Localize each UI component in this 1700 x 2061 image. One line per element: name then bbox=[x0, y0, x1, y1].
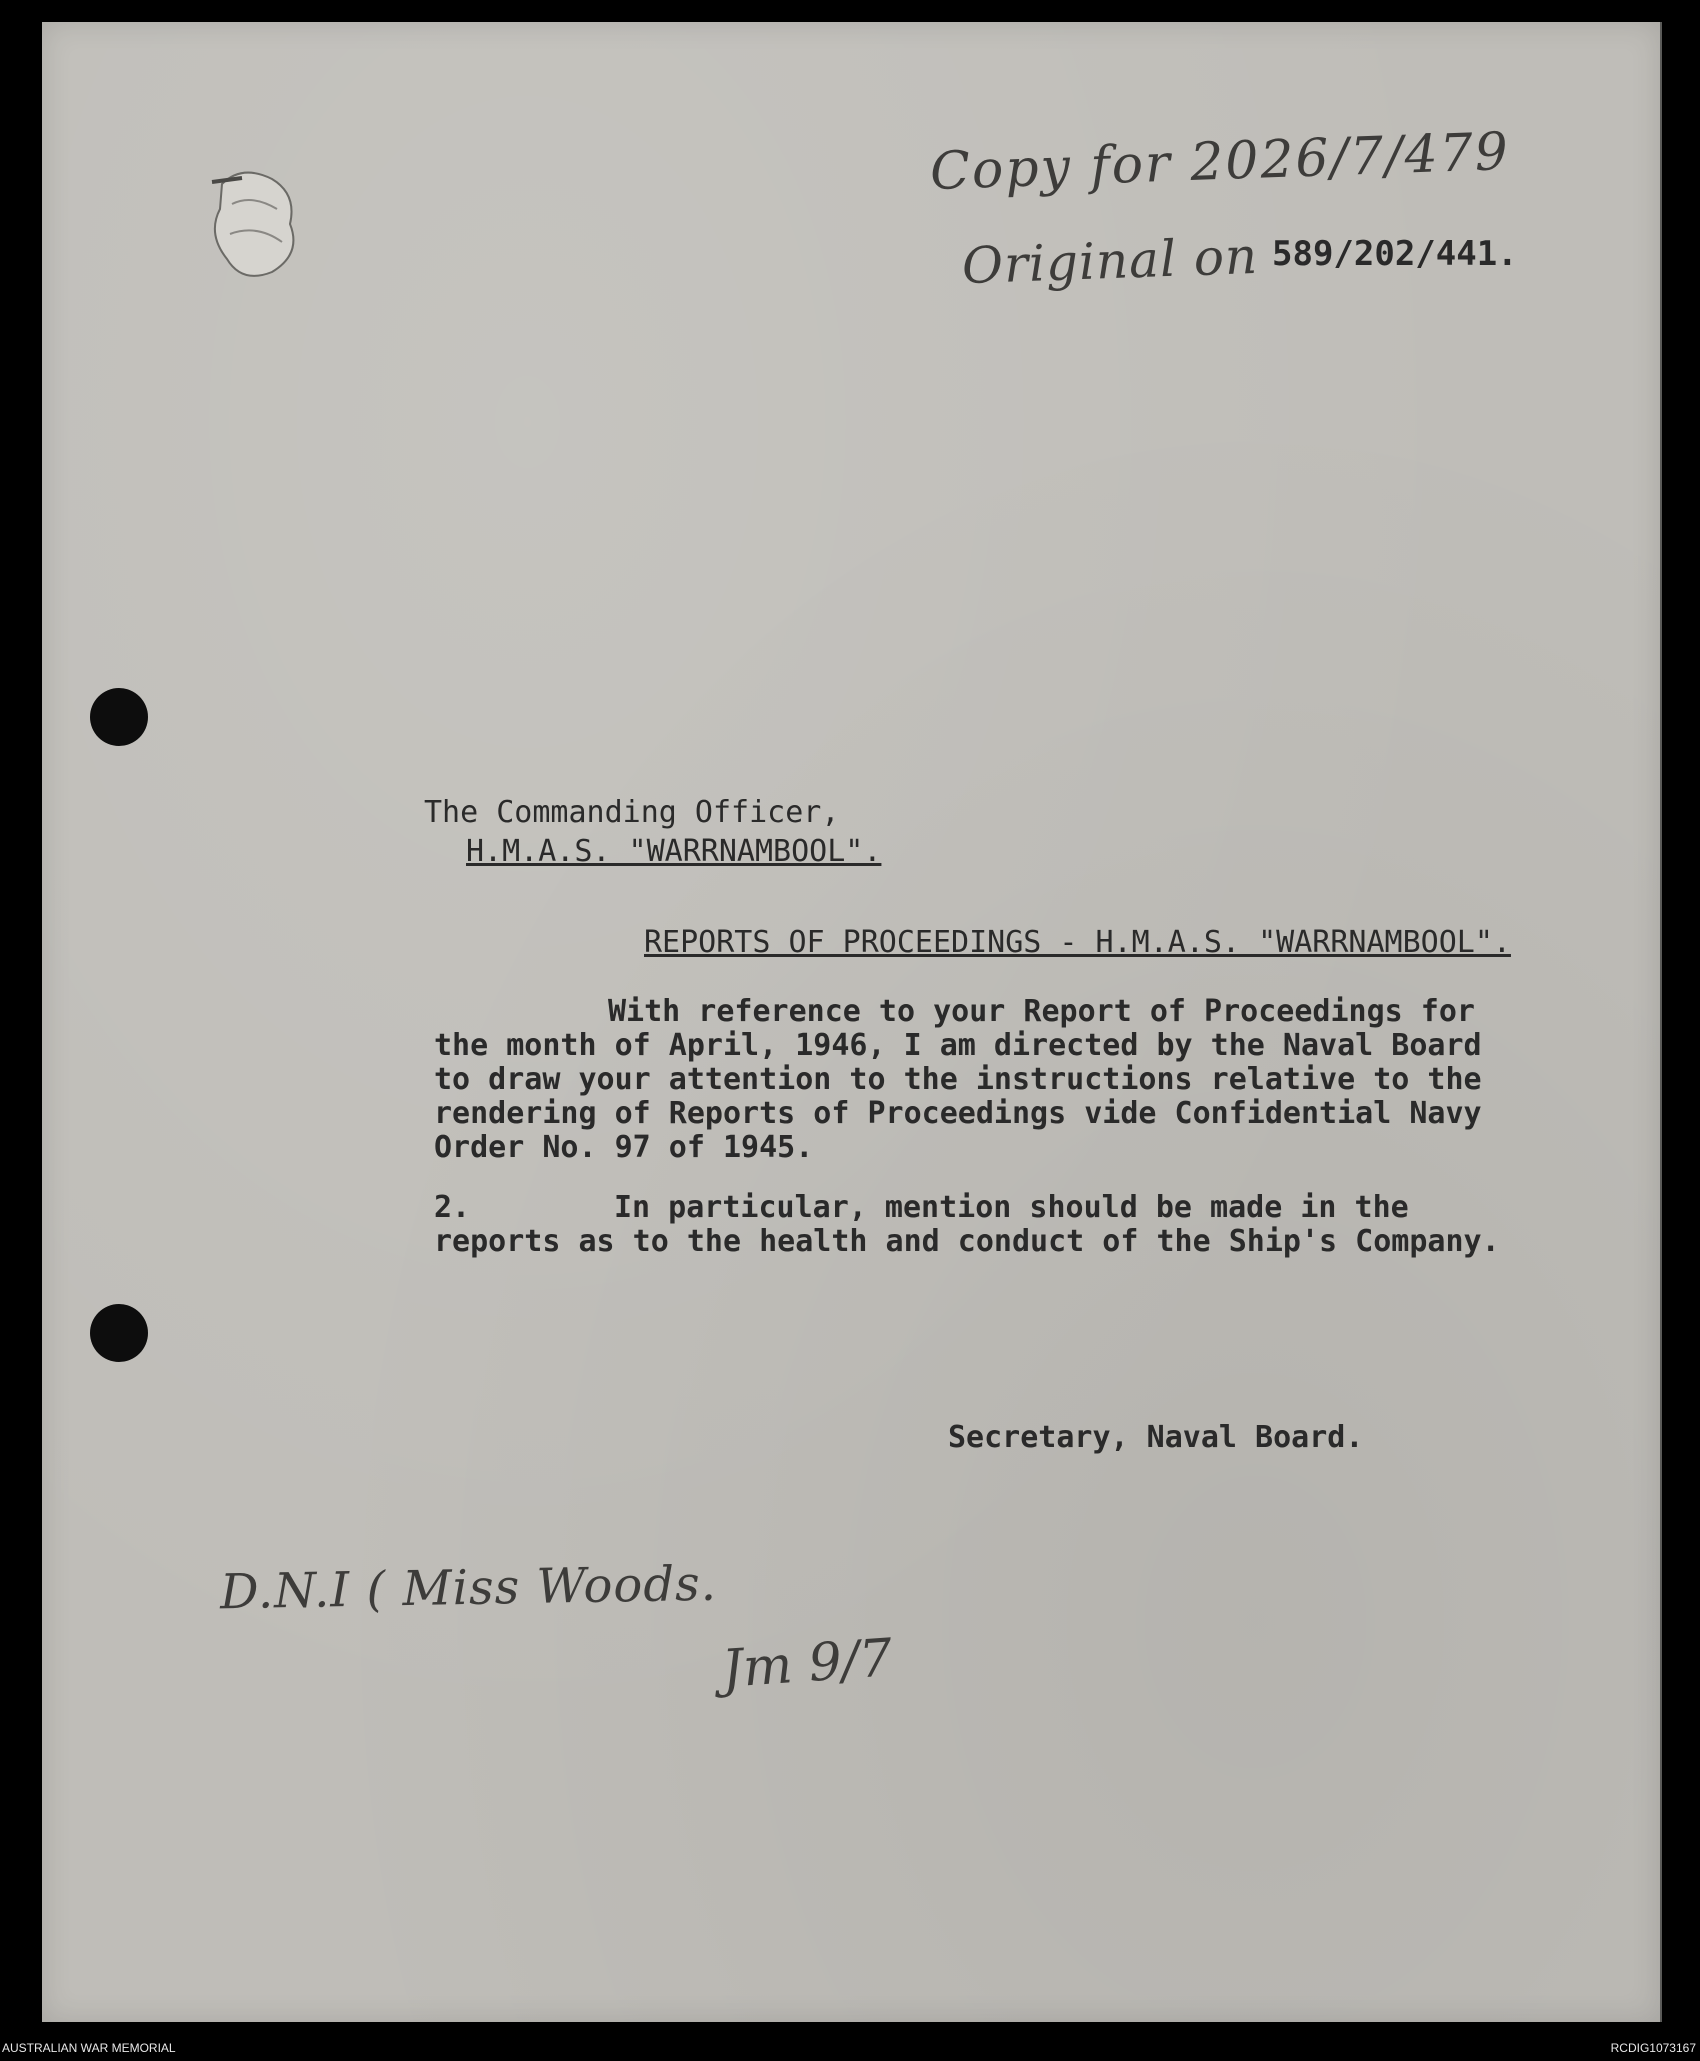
handwritten-routing-note: D.N.I ( Miss Woods. bbox=[219, 1555, 718, 1621]
punch-hole-top bbox=[90, 688, 148, 746]
subject-heading: REPORTS OF PROCEEDINGS - H.M.A.S. "WARRNAMBOOL". bbox=[644, 925, 1511, 960]
footer-record-id: RCDIG1073167 bbox=[1610, 2041, 1696, 2055]
paragraph1-line: rendering of Reports of Proceedings vide Confidential Navy bbox=[434, 1096, 1482, 1131]
paragraph2-line: reports as to the health and conduct of the Ship's Company. bbox=[434, 1224, 1500, 1259]
footer-archive-name: AUSTRALIAN WAR MEMORIAL bbox=[2, 2041, 176, 2055]
paragraph2-number: 2. bbox=[434, 1190, 471, 1225]
signature-block: Secretary, Naval Board. bbox=[948, 1420, 1364, 1455]
paragraph1-line: With reference to your Report of Proceedings for bbox=[608, 994, 1475, 1029]
paper-sheet bbox=[42, 22, 1660, 2022]
punch-hole-bottom bbox=[90, 1304, 148, 1362]
file-reference-number: 589/202/441. bbox=[1272, 234, 1518, 274]
paragraph1-line: the month of April, 1946, I am directed by the Naval Board bbox=[434, 1028, 1482, 1063]
paragraph2-line: In particular, mention should be made in the bbox=[614, 1190, 1409, 1225]
tape-residue-mark bbox=[202, 164, 312, 284]
handwritten-initials: Jm 9/7 bbox=[720, 1628, 895, 1700]
addressee-line-1: The Commanding Officer, bbox=[424, 795, 840, 830]
paper-edge-line bbox=[1660, 22, 1662, 2022]
handwritten-copy-note: Copy for 2026/7/479 bbox=[929, 121, 1511, 203]
paragraph1-line: Order No. 97 of 1945. bbox=[434, 1130, 814, 1165]
handwritten-original-note: Original on bbox=[961, 226, 1260, 296]
paragraph1-line: to draw your attention to the instructions relative to the bbox=[434, 1062, 1482, 1097]
addressee-line-2: H.M.A.S. "WARRNAMBOOL". bbox=[466, 834, 882, 869]
